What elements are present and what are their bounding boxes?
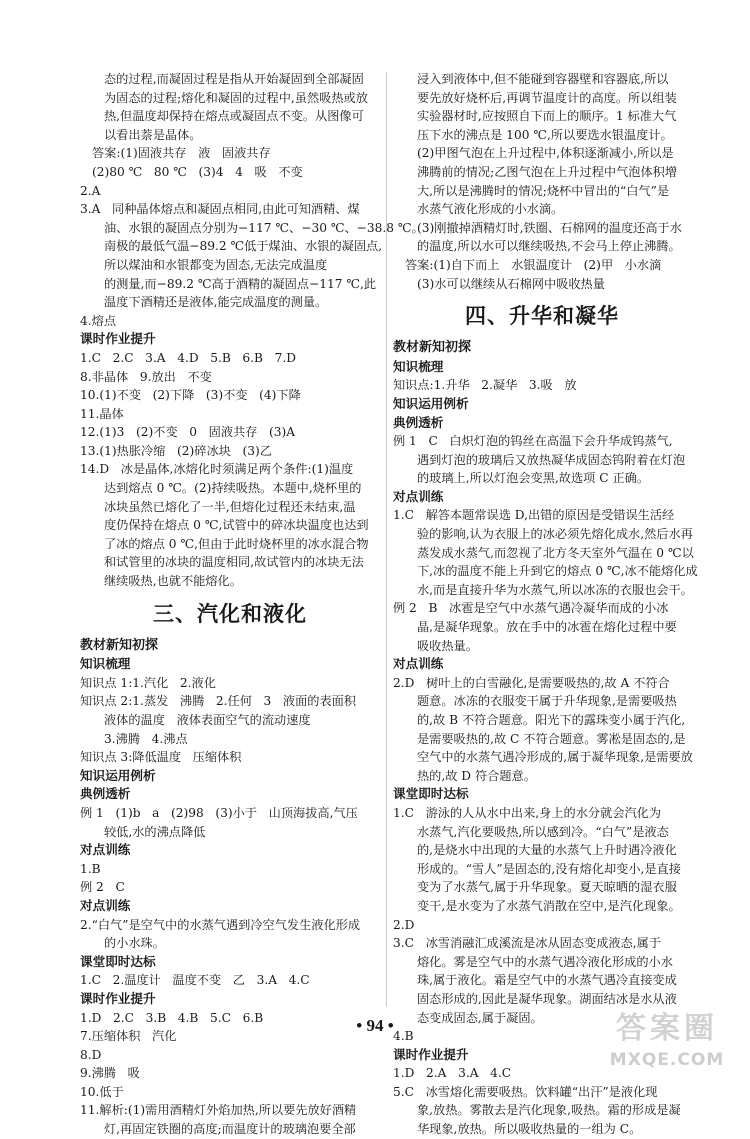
column-divider — [386, 72, 387, 1007]
text-line: 吸收热量。 — [417, 638, 478, 653]
text-line: 13.(1)热胀冷缩 (2)碎冰块 (3)乙 — [80, 443, 272, 458]
text-line: 3.C 冰雪消融汇成溪流是冰从固态变成液态,属于 — [393, 936, 662, 951]
section-heading: 知识梳理 — [80, 656, 131, 672]
text-line: 是需要吸热的,故 C 不符合题意。雾凇是固态的,是 — [417, 731, 686, 746]
text-line: 态变成固态,属于凝固。 — [417, 1010, 543, 1025]
text-line: 熔化。雾是空气中的水蒸气遇冷液化形成的小水 — [417, 954, 673, 969]
section-heading: 典例透析 — [80, 786, 131, 802]
section-heading: 对点训练 — [80, 842, 131, 858]
text-line: 形成的。“雪人”是固态的,没有熔化却变小,是直接 — [417, 861, 681, 876]
text-line: 要先放好烧杯后,再调节温度计的高度。所以组装 — [417, 90, 677, 105]
text-line: 8.D — [80, 1047, 102, 1062]
text-line: 冰块虽然已熔化了一半,但熔化过程还未结束,温 — [104, 499, 356, 514]
text-line: 7.压缩体积 汽化 — [80, 1029, 177, 1044]
text-line: 热的,故 D 符合题意。 — [417, 768, 536, 783]
text-line: 答案:(1)自下而上 水银温度计 (2)甲 小水滴 — [405, 257, 662, 272]
text-line: 例 1 C 白炽灯泡的钨丝在高温下会升华成钨蒸气, — [393, 434, 673, 449]
section-heading: 对点训练 — [393, 656, 444, 672]
section-heading: 教材新知初探 — [393, 340, 472, 356]
right-column — [393, 70, 698, 1139]
text-line: 题意。冰冻的衣服变干属于升华现象,是需要吸热 — [417, 694, 677, 709]
section-heading: 课堂即时达标 — [393, 786, 469, 802]
text-line: (2)80 ℃ 80 ℃ (3)4 4 吸 不变 — [92, 164, 303, 179]
text-line: 为固态的过程;熔化和凝固的过程中,虽然吸热或放 — [104, 90, 368, 105]
section-heading: 课时作业提升 — [80, 990, 156, 1006]
text-line: 温度下酒精还是液体,能完成温度的测量。 — [104, 295, 328, 310]
text-line: 1.D 2.A 3.A 4.C — [393, 1066, 512, 1081]
text-line: 知识点 2:1.蒸发 沸腾 2.任何 3 液面的表面积 — [80, 694, 357, 709]
text-line: 11.解析:(1)需用酒精灯外焰加热,所以要先放好酒精 — [80, 1103, 357, 1118]
text-line: 1.D 2.C 3.B 4.B 5.C 6.B — [80, 1010, 264, 1025]
text-line: 3.沸腾 4.沸点 — [104, 731, 188, 746]
watermark-mark: 答案圈 — [616, 1011, 718, 1046]
text-line: 9.沸腾 吸 — [80, 1066, 140, 1081]
text-line: 水,而是直接升华为水蒸气,所以冰冻的衣服也会干。 — [417, 582, 693, 597]
text-line: (3)水可以继续从石棉网中吸收热量 — [417, 276, 605, 291]
text-line: 4.熔点 — [80, 313, 117, 328]
section-heading: 知识运用例析 — [80, 767, 156, 783]
text-line: 达到熔点 0 ℃。(2)持续吸热。本题中,烧杯里的 — [104, 481, 362, 496]
text-line: 度仍保持在熔点 0 ℃,试管中的碎冰块温度也达到 — [104, 518, 369, 533]
text-line: (2)甲图气泡在上升过程中,体积逐渐减小,所以是 — [417, 146, 674, 161]
text-line: 压下水的沸点是 100 ℃,所以要选水银温度计。 — [417, 127, 673, 142]
text-line: 和试管里的冰块的温度相同,故试管内的冰块无法 — [104, 555, 364, 570]
text-line: 2.A — [80, 183, 101, 198]
text-line: 华现象,放热。所以吸收热量的一组为 C。 — [417, 1122, 642, 1137]
text-line: 态的过程,而凝固过程是指从开始凝固到全部凝固 — [104, 72, 364, 86]
section-heading: 课时作业提升 — [393, 1046, 469, 1062]
text-line: 空气中的水蒸气遇冷形成的,属于凝华现象,是需要放 — [417, 750, 693, 765]
text-line: 的玻璃上,所以灯泡会变黑,故选项 C 正确。 — [417, 471, 650, 486]
text-line: (3)刚撤掉酒精灯时,铁圈、石棉网的温度还高于水 — [417, 220, 682, 235]
text-line: 5.C 冰雪熔化需要吸热。饮料罐“出汗”是液化现 — [393, 1084, 658, 1099]
text-line: 了冰的熔点 0 ℃,但由于此时烧杯里的冰水混合物 — [104, 536, 369, 551]
text-line: 热,但温度却保持在熔点或凝固点不变。从图像可 — [104, 109, 364, 124]
text-line: 知识点:1.升华 2.凝华 3.吸 放 — [393, 378, 577, 393]
text-line: 遇到灯泡的玻璃后又放热凝华成固态钨附着在灯泡 — [417, 452, 686, 467]
text-line: 2.D — [393, 917, 415, 932]
text-line: 答案:(1)固液共存 液 固液共存 — [92, 146, 271, 161]
text-line: 珠,属于液化。霜是空气中的水蒸气遇冷直接变成 — [417, 973, 677, 988]
text-line: 继续吸热,也就不能熔化。 — [104, 574, 242, 589]
text-line: 下,冰的温度不能上升到它的熔点 0 ℃,冰不能熔化成 — [417, 564, 698, 579]
text-line: 4.B — [393, 1029, 414, 1044]
text-line: 沸腾前的情况;乙图气泡在上升过程中气泡体积增 — [417, 164, 678, 179]
text-line: 例 1 (1)b a (2)98 (3)小于 山顶海拔高,气压 — [80, 805, 358, 820]
text-line: 较低,水的沸点降低 — [104, 824, 206, 839]
text-line: 14.D 冰是晶体,冰熔化时须满足两个条件:(1)温度 — [80, 462, 354, 477]
text-line: 2.D 树叶上的白雪融化,是需要吸热的,故 A 不符合 — [393, 675, 670, 690]
text-line: 象,放热。雾散去是汽化现象,吸热。霜的形成是凝 — [417, 1103, 681, 1118]
text-line: 验的影响,认为衣服上的冰必须先熔化成水,然后水再 — [417, 527, 693, 542]
section-heading: 对点训练 — [393, 488, 444, 504]
text-line: 以看出萘是晶体。 — [104, 127, 202, 142]
page-number: • 94 • — [356, 1016, 394, 1035]
section-heading: 知识梳理 — [393, 358, 444, 374]
text-line: 固态形成的,因此是凝华现象。湖面结冰是水从液 — [417, 991, 677, 1006]
site-watermark-logo — [592, 1009, 742, 1079]
text-line: 2.“白气”是空气中的水蒸气遇到冷空气发生液化形成 — [80, 917, 361, 932]
text-line: 的小水珠。 — [104, 936, 165, 951]
watermark-site: MXQE.COM — [609, 1050, 725, 1070]
text-line: 浸入到液体中,但不能碰到容器壁和容器底,所以 — [417, 72, 669, 86]
text-line: 11.晶体 — [80, 406, 124, 421]
text-line: 所以煤油和水银都变为固态,无法完成温度 — [104, 257, 328, 272]
text-line: 1.C 2.温度计 温度不变 乙 3.A 4.C — [80, 973, 310, 988]
text-line: 的温度,所以水可以继续吸热,不会马上停止沸腾。 — [417, 239, 681, 254]
section-title: 四、升华和凝华 — [465, 304, 619, 329]
text-line: 的,是烧水中出现的大量的水蒸气上升时遇冷液化 — [417, 843, 677, 858]
text-line: 南极的最低气温−89.2 ℃低于煤油、水银的凝固点, — [104, 239, 383, 254]
text-line: 例 2 C — [80, 880, 125, 895]
text-line: 例 2 B 冰雹是空气中水蒸气遇冷凝华而成的小冰 — [393, 601, 669, 616]
text-line: 1.C 游泳的人从水中出来,身上的水分就会汽化为 — [393, 805, 662, 820]
text-line: 晶,是凝华现象。放在手中的冰雹在熔化过程中要 — [417, 620, 677, 635]
section-heading: 知识运用例析 — [393, 395, 469, 411]
text-line: 大,所以是沸腾时的情况;烧杯中冒出的“白气”是 — [417, 183, 670, 198]
text-line: 1.B — [80, 861, 101, 876]
text-line: 液体的温度 液体表面空气的流动速度 — [104, 713, 311, 727]
text-line: 12.(1)3 (2)不变 0 固液共存 (3)A — [80, 425, 296, 440]
text-line: 1.C 解答本题常误选 D,出错的原因是受错误生活经 — [393, 508, 675, 523]
section-title: 三、汽化和液化 — [153, 601, 307, 626]
text-line: 10.低于 — [80, 1084, 124, 1099]
text-line: 3.A 同种晶体熔点和凝固点相同,由此可知酒精、煤 — [80, 202, 360, 217]
text-line: 实验器材时,应按照自下而上的顺序。1 标准大气 — [417, 109, 677, 124]
text-line: 的测量,而−89.2 ℃高于酒精的凝固点−117 ℃,此 — [104, 276, 377, 291]
text-line: 水蒸气,汽化要吸热,所以感到冷。“白气”是液态 — [417, 824, 669, 839]
text-line: 变为了水蒸气,属于升华现象。夏天晾晒的湿衣服 — [417, 880, 677, 895]
text-line: 知识点 1:1.汽化 2.液化 — [80, 675, 216, 690]
section-heading: 典例透析 — [393, 414, 444, 430]
text-line: 知识点 3:降低温度 压缩体积 — [80, 750, 242, 765]
text-line: 10.(1)不变 (2)下降 (3)不变 (4)下降 — [80, 388, 301, 403]
text-line: 1.C 2.C 3.A 4.D 5.B 6.B 7.D — [80, 350, 297, 365]
section-heading: 教材新知初探 — [80, 637, 159, 653]
text-line: 蒸发成水蒸气,而忽视了北方冬天室外气温在 0 ℃以 — [417, 545, 694, 560]
section-heading: 课时作业提升 — [80, 331, 156, 347]
text-line: 8.非晶体 9.放出 不变 — [80, 369, 212, 384]
text-line: 灯,再固定铁圈的高度;而温度计的玻璃泡要全部 — [104, 1122, 356, 1137]
section-heading: 对点训练 — [80, 897, 131, 913]
section-heading: 课堂即时达标 — [80, 953, 156, 969]
text-line: 油、水银的凝固点分别为−117 ℃、−30 ℃、−38.8 ℃。 — [104, 220, 424, 235]
text-line: 变干,是水变为了水蒸气消散在空中,是汽化现象。 — [417, 898, 681, 913]
text-line: 的,故 B 不符合题意。阳光下的露珠变小属于汽化, — [417, 713, 686, 727]
text-line: 水蒸气液化形成的小水滴。 — [417, 202, 564, 217]
